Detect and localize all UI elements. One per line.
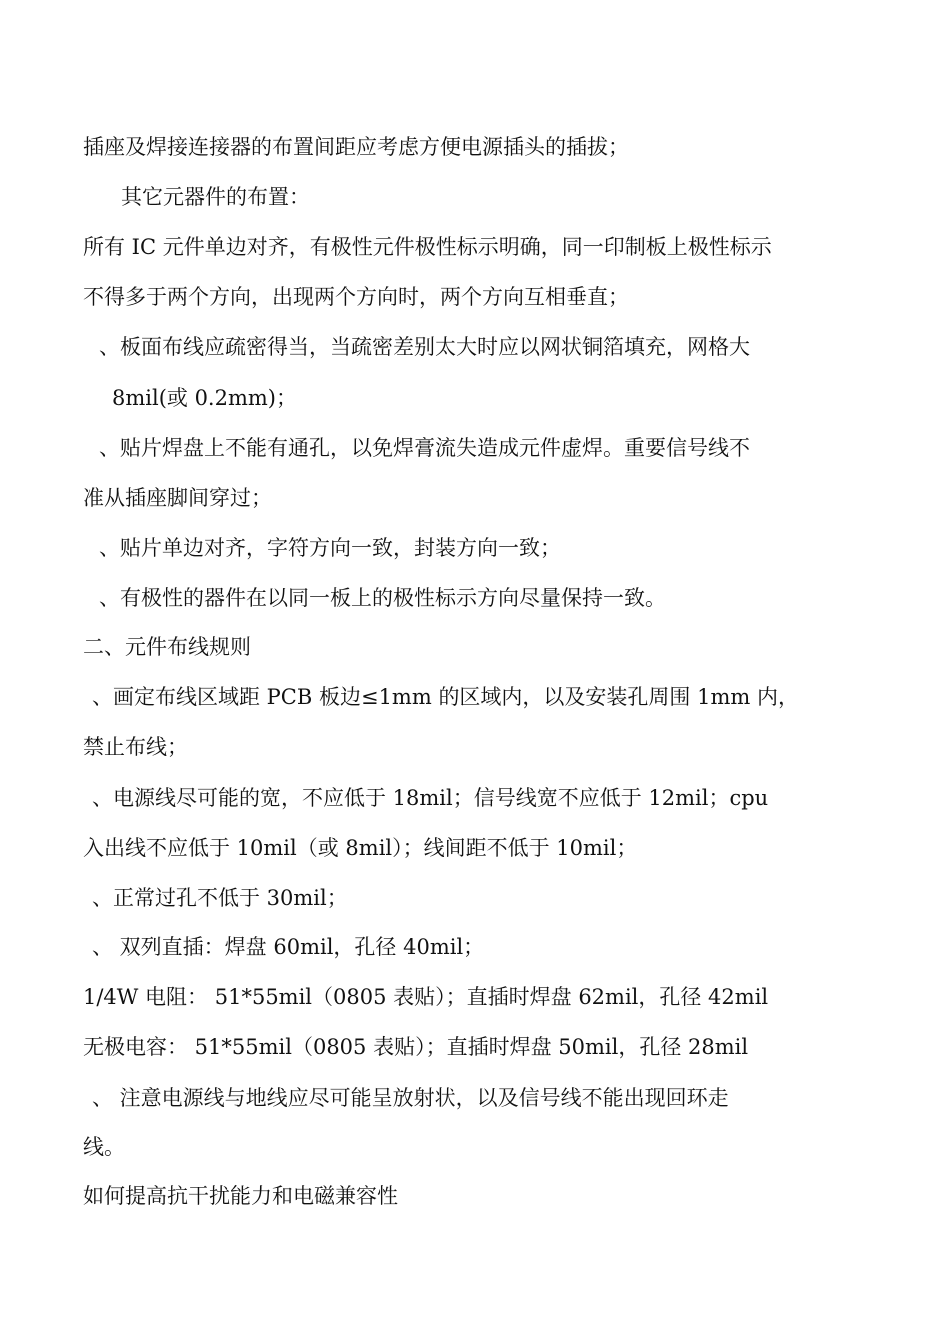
text-line-7: 、贴片焊盘上不能有通孔，以免焊膏流失造成元件虚焊。重要信号线不 (99, 436, 750, 460)
text-line-1: 插座及焊接连接器的布置间距应考虑方便电源插头的插拔； (83, 135, 629, 159)
section-heading: 二、元件布线规则 (83, 635, 251, 659)
text-line-15: 入出线不应低于 10mil（或 8mil）；线间距不低于 10mil； (83, 836, 638, 860)
text-line-8: 准从插座脚间穿过； (83, 486, 272, 510)
text-line-20: 、 注意电源线与地线应尽可能呈放射状，以及信号线不能出现回环走 (92, 1086, 729, 1110)
text-line-6: 8mil(或 0.2mm)； (112, 386, 297, 410)
text-line-4: 不得多于两个方向，出现两个方向时，两个方向互相垂直； (83, 285, 629, 309)
subheading: 如何提高抗干扰能力和电磁兼容性 (83, 1184, 398, 1208)
text-line-13: 禁止布线； (83, 735, 188, 759)
text-line-21: 线。 (83, 1135, 125, 1159)
text-line-17: 、 双列直插：焊盘 60mil，孔径 40mil； (92, 935, 485, 959)
text-line-12: 、画定布线区域距 PCB 板边≤1mm 的区域内，以及安装孔周围 1mm 内， (92, 685, 799, 709)
text-line-10: 、有极性的器件在以同一板上的极性标示方向尽量保持一致。 (99, 586, 666, 610)
text-line-9: 、贴片单边对齐，字符方向一致，封装方向一致； (99, 536, 561, 560)
text-line-16: 、正常过孔不低于 30mil； (92, 886, 348, 910)
text-line-14: 、电源线尽可能的宽，不应低于 18mil；信号线宽不应低于 12mil；cpu (92, 786, 769, 810)
text-line-19: 无极电容： 51*55mil（0805 表贴）；直插时焊盘 50mil，孔径 28mil (83, 1035, 749, 1059)
text-line-2: 其它元器件的布置： (121, 185, 310, 209)
text-line-18: 1/4W 电阻： 51*55mil（0805 表贴）；直插时焊盘 62mil，孔径 42mil (83, 985, 769, 1009)
text-line-5: 、板面布线应疏密得当，当疏密差别太大时应以网状铜箔填充，网格大 (99, 335, 750, 359)
text-line-3: 所有 IC 元件单边对齐，有极性元件极性标示明确，同一印制板上极性标示 (83, 235, 772, 259)
